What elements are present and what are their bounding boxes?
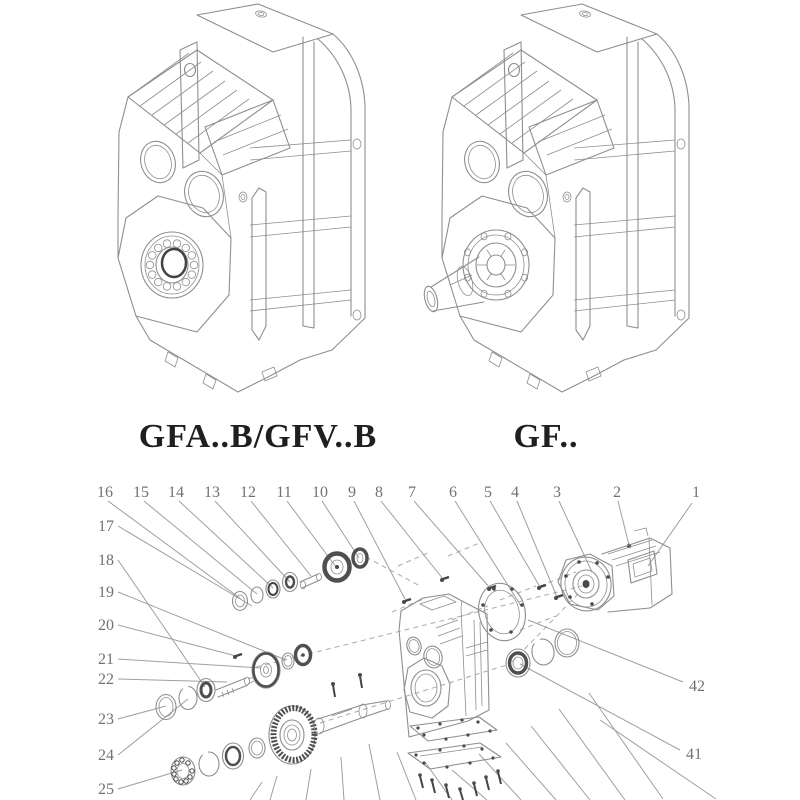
callout-11: 11 (276, 484, 292, 501)
callout-5: 5 (484, 484, 492, 501)
callout-23: 23 (98, 711, 114, 728)
callout-4: 4 (511, 484, 519, 501)
output-gear-cluster (171, 673, 391, 785)
right-gearbox-output-flange (422, 230, 529, 313)
callout-2: 2 (613, 484, 621, 501)
callout-21: 21 (98, 651, 114, 668)
callout-24: 24 (98, 747, 114, 764)
callout-22: 22 (98, 671, 114, 688)
housing-drawing (399, 594, 489, 737)
housing-bolts (418, 769, 501, 800)
callout-12: 12 (240, 484, 256, 501)
leader-lines-bottom-cut (250, 693, 716, 800)
callout-42: 42 (689, 678, 705, 695)
model-label-right: GF.. (513, 418, 579, 455)
callout-10: 10 (312, 484, 328, 501)
callout-3: 3 (553, 484, 561, 501)
callout-8: 8 (375, 484, 383, 501)
callout-25: 25 (98, 781, 114, 798)
gasket-plates (408, 717, 501, 800)
callout-41: 41 (686, 746, 702, 763)
left-gearbox-bearing-bore (141, 232, 203, 298)
callout-7: 7 (408, 484, 416, 501)
callout-15: 15 (133, 484, 149, 501)
callout-20: 20 (98, 617, 114, 634)
callout-18: 18 (98, 552, 114, 569)
right-gearbox-drawing (422, 4, 689, 392)
motor-drawing (557, 528, 672, 615)
input-pinion-cluster (233, 549, 368, 611)
model-label-left: GFA..B/GFV..B (138, 418, 378, 455)
callout-19: 19 (98, 584, 114, 601)
callout-1: 1 (692, 484, 700, 501)
callout-13: 13 (204, 484, 220, 501)
callout-17: 17 (98, 518, 114, 535)
leader-lines-left (118, 526, 286, 789)
callout-9: 9 (348, 484, 356, 501)
left-gearbox-drawing (118, 4, 365, 392)
callout-16: 16 (97, 484, 113, 501)
callout-6: 6 (449, 484, 457, 501)
exploded-parts-diagram (97, 484, 716, 800)
callout-numbers (97, 484, 705, 798)
callout-14: 14 (168, 484, 184, 501)
